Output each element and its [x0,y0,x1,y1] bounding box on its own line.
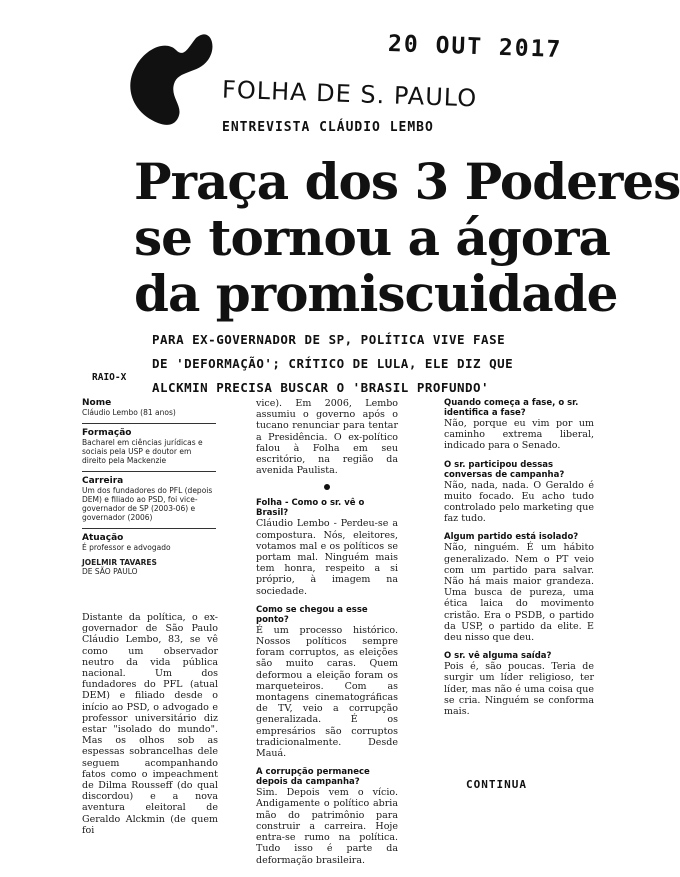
continues-note: CONTINUA [466,778,527,791]
question-5: O sr. participou dessas conversas de campanha? [444,459,565,480]
question-1: Folha - Como o sr. vê o Brasil? [256,498,365,519]
raio-x-tag: RAIO-X [92,372,127,383]
question-7: O sr. vê alguma saída? [444,651,552,662]
column-2-intro: vice). Em 2006, Lembo assumiu o governo após o tucano renunciar para tentar a Presidência. O ex-político falou à Folha em seu escritório, na região da avenida Paulista. [256,398,398,477]
formacao-value: Bacharel em ciências jurídicas e sociais pela USP e doutor em direito pela Mackenzie [82,438,203,465]
newspaper-name: FOLHA DE S. PAULO [221,75,478,113]
question-2: Como se chegou a esse ponto? [256,604,368,625]
answer-4: Não, porque eu vim por um caminho extrema liberal, indicado para o Senado. [444,418,594,452]
question-6: Algum partido está isolado? [444,532,579,543]
carreira-value: Um dos fundadores do PFL (depois DEM) e filiado ao PSD, foi vice-governador de SP (2003-06) e governador (2006) [82,486,213,522]
answer-3: Sim. Depois vem o vício. Andigamente o político abria mão do patrimônio para construir a carreira. Hoje entra-se rumo na política. Tudo isso é parte da deformação brasileira. [256,787,398,866]
article-column-3 [444,398,594,717]
divider [82,423,216,424]
clipping-date: 20 OUT 2017 [387,30,563,64]
headline-line-1: Praça dos 3 Poderes [134,152,680,211]
headline-line-2: se tornou a ágora [134,208,610,267]
atuacao-label: Atuação [82,533,124,543]
deck-line-3: ALCKMIN PRECISA BUSCAR O 'BRASIL PROFUNDO' [152,380,490,395]
answer-5: Não, nada, nada. O Geraldo é muito focado. Eu acho tudo controlado pelo marketing que faz tudo. [444,479,594,525]
section-bullet-icon [324,484,330,490]
article-column-2 [256,398,398,866]
question-3: A corrupção permanece depois da campanha? [256,767,370,788]
folha-logo-icon [118,28,218,128]
divider [82,528,216,529]
answer-6: Não, ninguém. É um hábito generalizado. Nem o PT veio com um partido para salvar. Não há mais maior grandeza. Uma busca de pureza, uma ética laica do movimento cristão. Era o PSDB, o partido da USP, o partido da elite. E deu nisso que deu. [444,542,594,644]
answer-1: Cláudio Lembo - Perdeu-se a compostura. Nós, eleitores, votamos mal e os políticos se portam mal. Ninguém mais tem honra, respeito a si próprio, à imagem na sociedade. [256,518,398,597]
article-column-1: Distante da política, o ex-governador de São Paulo Cláudio Lembo, 83, se vê como um observador neutro da vida pública nacional. Um dos fundadores do PFL (atual DEM) e filiado desde o início ao PSD, o advogado e professor universitário diz estar "isolado do mundo". Mas os olhos sob as espessas sobrancelhas dele seguem acompanhando fatos como o impeachment de Dilma Rousseff (do qual discordou) e a nova aventura eleitoral de Geraldo Alckmin (de quem foi [82,612,218,836]
formacao-label: Formação [82,428,132,438]
divider [82,471,216,472]
headline-line-3: da promiscuidade [134,264,618,323]
raio-x-box [82,398,216,576]
byline-name: JOELMIR TAVARES [82,558,157,567]
deck-line-2: DE 'DEFORMAÇÃO'; CRÍTICO DE LULA, ELE DIZ QUE [152,356,514,371]
section-note: ENTREVISTA CLÁUDIO LEMBO [222,120,434,135]
answer-2: É um processo histórico. Nossos políticos sempre foram corruptos, as eleições são muito caras. Quem deformou a eleição foram os marqueteiros. Com as montagens cinematográficas de TV, veio a corrupção generalizada. É os empresários são corruptos tradicionalmente. Desde Mauá. [256,624,398,760]
question-4: Quando começa a fase, o sr. identifica a fase? [444,398,579,418]
atuacao-value: É professor e advogado [82,543,171,552]
byline-city: DE SÃO PAULO [82,567,138,576]
nome-value: Cláudio Lembo (81 anos) [82,408,176,417]
answer-7: Pois é, são poucas. Teria de surgir um líder religioso, ter líder, mas não é uma coisa que se cria. Ninguém se conforma mais. [444,661,594,718]
deck-line-1: PARA EX-GOVERNADOR DE SP, POLÍTICA VIVE FASE [152,332,506,347]
carreira-label: Carreira [82,476,124,486]
nome-label: Nome [82,398,112,408]
